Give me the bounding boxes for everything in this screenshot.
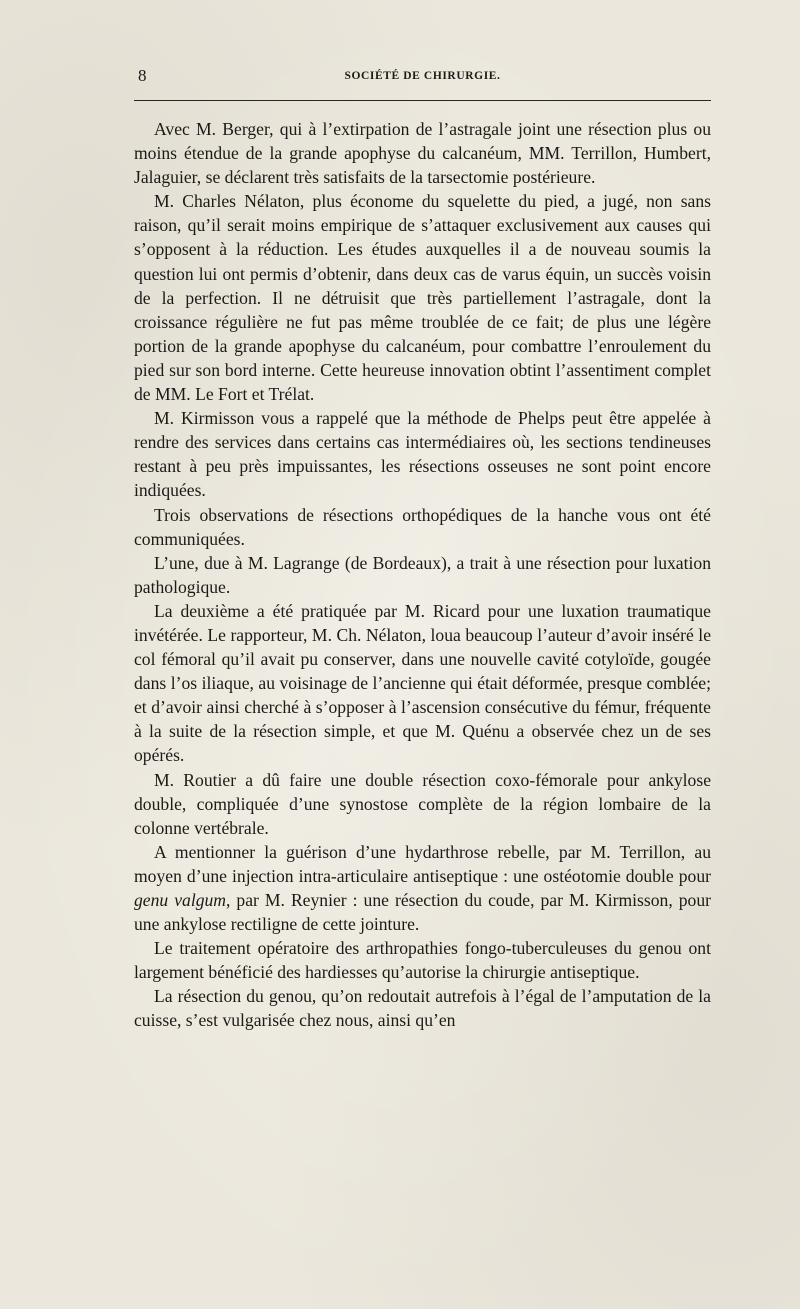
paragraph-nelaton: M. Charles Nélaton, plus économe du squelette du pied, a jugé, non sans raison, qu’il serait moins empirique de s’attaquer exclusivement aux causes qui s’opposent à la réduction. Les études auxquelles il a de nouveau soumis la question lui ont permis d’obtenir, dans deux cas de varus équin, un succès voisin de la perfection. Il ne détruisit que très partiellement l’astragale, dont la croissance régulière ne fut pas même troublée de ce fait; de plus une légère portion de la grande apophyse du calcanéum, pour combattre l’enroulement du pied sur son bord interne. Cette heureuse innovation obtint l’assentiment complet de MM. Le Fort et Trélat. xyxy=(134,191,711,405)
paragraph-berger: Avec M. Berger, qui à l’extirpation de l’astragale joint une résection plus ou moins étendue de la grande apophyse du calcanéum, MM. Terrillon, Humbert, Jalaguier, se déclarent très satisfaits de la tarsectomie postérieure. xyxy=(134,119,711,188)
paragraph-lagrange: L’une, due à M. Lagrange (de Bordeaux), a trait à une résection pour luxation pathologique. xyxy=(134,552,711,597)
terrillon-text-after: , par M. Reynier : une résection du coude, par M. Kirmisson, pour une ankylose rectiligne de cette jointure. xyxy=(134,890,711,935)
terrillon-text-before: A mentionner la guérison d’une hydarthrose rebelle, par M. Terrillon, au moyen d’une injection intra-articulaire antiseptique : une ostéotomie double pour xyxy=(134,841,711,886)
terrillon-italic-term: genu valgum xyxy=(134,890,227,910)
document-page xyxy=(134,60,711,1033)
paragraph-kirmisson-phelps: M. Kirmisson vous a rappelé que la méthode de Phelps peut être appelée à rendre des services dans certains cas intermédiaires où, les sections tendineuses restant à peu près impuissantes, les résections osseuses ne sont point encore indiquées. xyxy=(134,408,711,501)
paragraph-routier: M. Routier a dû faire une double résection coxo-fémorale pour ankylose double, compliquée d’une synostose complète de la région lombaire de la colonne vertébrale. xyxy=(134,769,711,838)
page-header xyxy=(134,60,711,101)
paragraph-terrillon xyxy=(134,840,711,936)
running-head: SOCIÉTÉ DE CHIRURGIE. xyxy=(344,70,501,82)
paragraph-arthropathies: Le traitement opératoire des arthropathies fongo-tuberculeuses du genou ont largement bénéficié des hardiesses qu’autorise la chirurgie antiseptique. xyxy=(134,938,711,983)
body-text xyxy=(134,117,711,1033)
paragraph-knee-resection: La résection du genou, qu’on redoutait autrefois à l’égal de l’amputation de la cuisse, s’est vulgarisée chez nous, ainsi qu’en xyxy=(134,986,711,1031)
paragraph-ricard: La deuxième a été pratiquée par M. Ricard pour une luxation traumatique invétérée. Le rapporteur, M. Ch. Nélaton, loua beaucoup l’auteur d’avoir inséré le col fémoral qu’il avait pu conserver, dans une nouvelle cavité cotyloïde, gougée dans l’os iliaque, au voisinage de l’ancienne qui était déformée, presque comblée; et d’avoir ainsi cherché à s’opposer à l’ascension consécutive du fémur, fréquente à la suite de la résection simple, et que M. Quénu a observée chez un de ses opérés. xyxy=(134,600,711,766)
paragraph-hip-resections: Trois observations de résections orthopédiques de la hanche vous ont été communiquées. xyxy=(134,504,711,549)
page-number: 8 xyxy=(138,66,147,85)
